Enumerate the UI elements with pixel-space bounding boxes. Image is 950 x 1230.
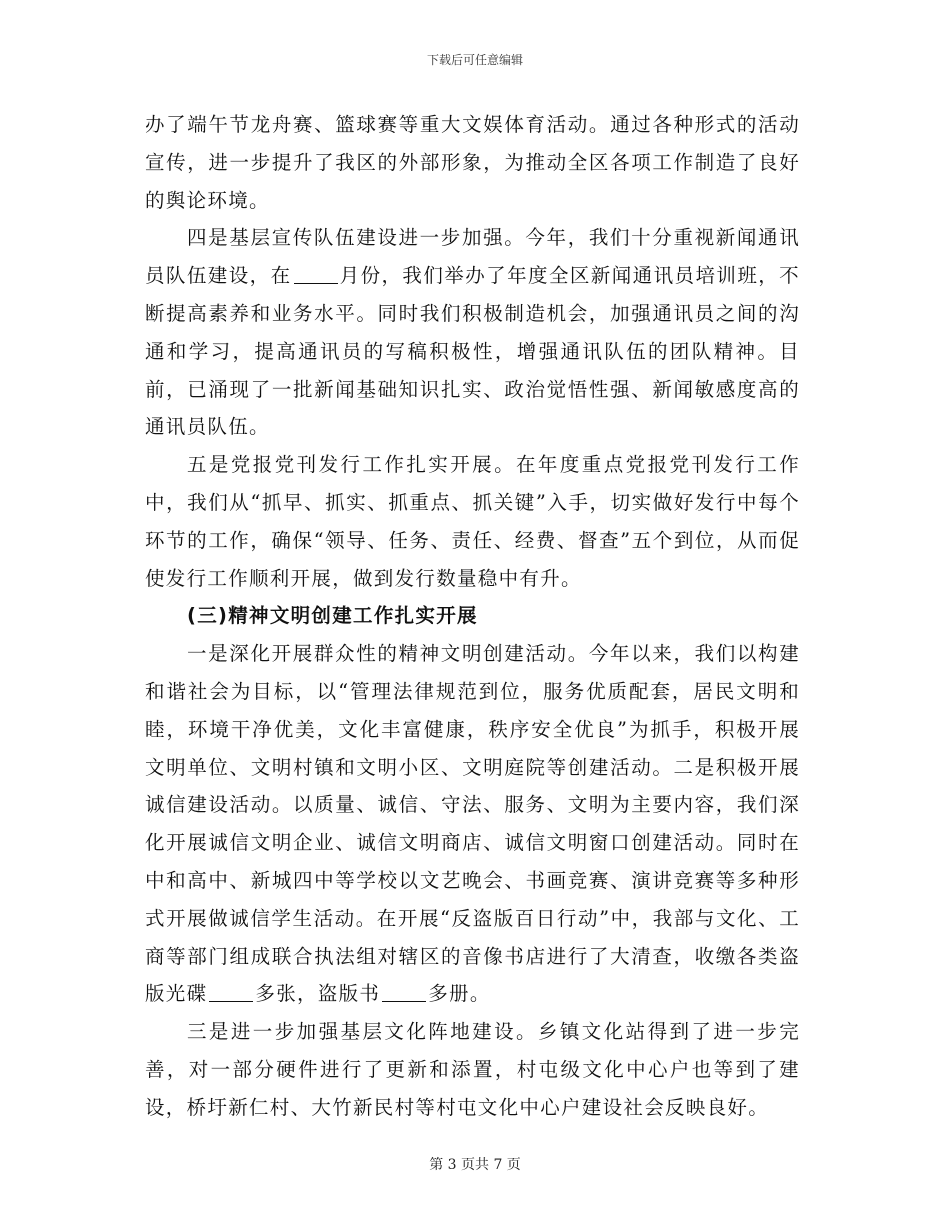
paragraph-1: 办了端午节龙舟赛、篮球赛等重大文娱体育活动。通过各种形式的活动宣传，进一步提升了我区的外部形象，为推动全区各项工作制造了良好的舆论环境。 — [145, 113, 800, 212]
paragraph-5: 三是进一步加强基层文化阵地建设。乡镇文化站得到了进一步完善，对一部分硬件进行了更新和添置，村屯级文化中心户也等到了建设，桥圩新仁村、大竹新民村等村屯文化中心户建设社会反映良好。 — [145, 1020, 800, 1119]
document-body — [145, 106, 800, 1127]
paragraph-3: 五是党报党刊发行工作扎实开展。在年度重点党报党刊发行工作中，我们从“抓早、抓实、抓重点、抓关键”入手，切实做好发行中每个环节的工作，确保“领导、任务、责任、经费、督查”五个到位，从而促使发行工作顺利开展，做到发行数量稳中有升。 — [145, 453, 800, 590]
page-footer: 第 3 页共 7 页 — [429, 1157, 521, 1173]
paragraph-2: 四是基层宣传队伍建设进一步加强。今年，我们十分重视新闻通讯员队伍建设，在 月份，我们举办了年度全区新闻通讯员培训班，不断提高素养和业务水平。同时我们积极制造机会，加强通讯员之间的沟通和学习，提高通讯员的写稿积极性，增强通讯队伍的团队精神。目前，已涌现了一批新闻基础知识扎实、政治觉悟性强、新闻敏感度高的通讯员队伍。 — [145, 226, 800, 439]
paragraph-4: 一是深化开展群众性的精神文明创建活动。今年以来，我们以构建和谐社会为目标，以“管理法律规范到位，服务优质配套，居民文明和睦，环境干净优美，文化丰富健康，秩序安全优良”为抓手，积极开展文明单位、文明村镇和文明小区、文明庭院等创建活动。二是积极开展诚信建设活动。以质量、诚信、守法、服务、文明为主要内容，我们深化开展诚信文明企业、诚信文明商店、诚信文明窗口创建活动。同时在中和高中、新城四中等学校以文艺晚会、书画竞赛、演讲竞赛等多种形式开展做诚信学生活动。在开展“反盗版百日行动”中，我部与文化、工商等部门组成联合执法组对辖区的音像书店进行了大清查，收缴各类盗版光碟 多张，盗版书 多册。 — [145, 642, 800, 1006]
section-heading: (三)精神文明创建工作扎实开展 — [187, 604, 478, 628]
blank-field — [382, 983, 426, 1002]
blank-field — [294, 265, 338, 284]
page-header: 下载后可任意编辑 — [426, 53, 523, 67]
blank-field — [209, 983, 253, 1002]
